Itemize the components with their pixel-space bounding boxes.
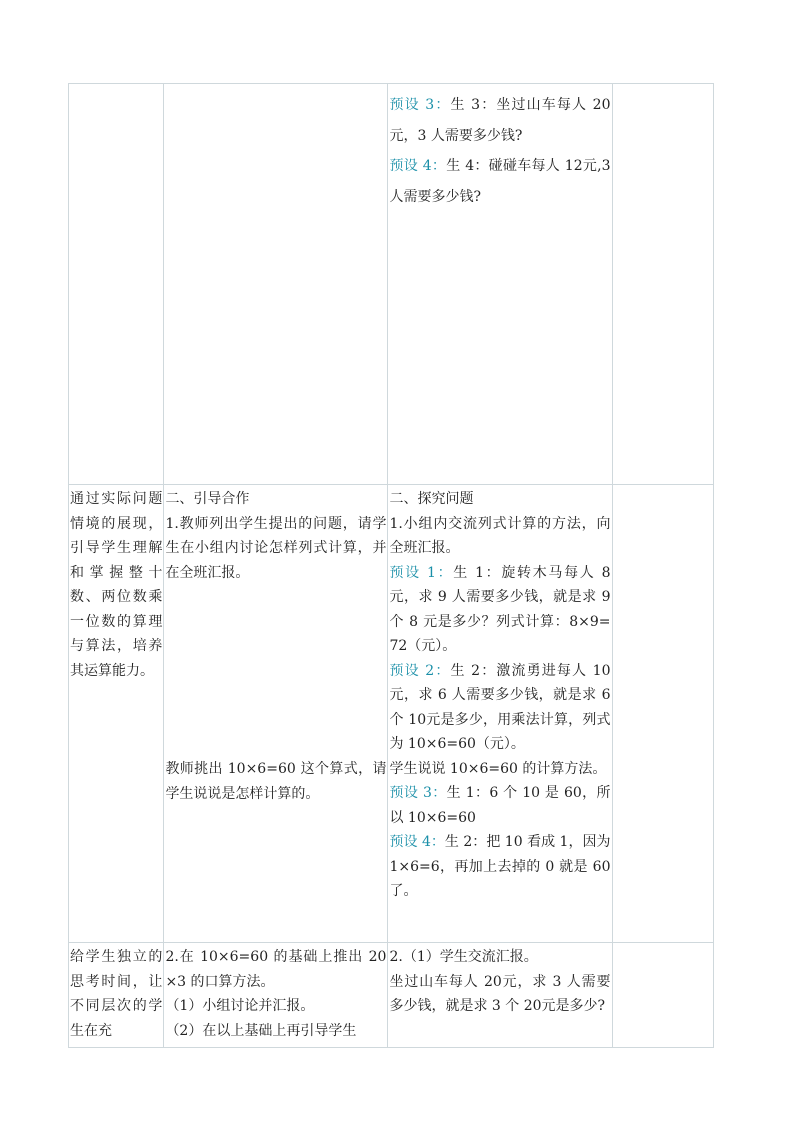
notes-cell [612,84,714,485]
section-heading: 二、引导合作 [165,491,250,507]
preset-label: 预设 2： [389,662,451,679]
preset-line [389,561,610,659]
preset-line [389,659,610,757]
student-step: 2.（1）学生交流汇报。 [389,949,538,965]
section-heading: 二、探究问题 [389,491,474,507]
preset-label: 预设 1： [389,564,454,581]
student-activity-cell [388,485,612,943]
table-row [69,943,714,1048]
teacher-step: （1）小组讨论并汇报。 [165,998,315,1014]
blank-space [165,585,386,757]
preset-text: 生 3：坐过山车每人 20元，3 人需要多少钱? [389,97,611,144]
notes-cell [612,485,714,943]
lesson-plan-table [68,83,714,1048]
preset-line [389,781,610,830]
teacher-activity-cell [164,943,388,1048]
student-activity-cell [388,943,612,1048]
student-step: 坐过山车每人 20元，求 3 人需要多少钱，就是求 3 个 20元是多少? [389,973,611,1014]
design-intent-text: 通过实际问题情境的展现，引导学生理解和掌握整十数、两位数乘一位数的算理与算法，培养其运算能力。 [70,491,163,679]
teacher-step: （2）在以上基础上再引导学生 [165,1022,357,1039]
table-row [69,84,714,485]
teacher-activity-cell [164,485,388,943]
preset-text: 生 2：激流勇进每人 10元，求 6 人需要多少钱，就是求 6 个 10元是多少，用乘法计算，列式为 10×6=60（元）。 [389,662,611,752]
teacher-step: 2.在 10×6=60 的基础上推出 20×3 的口算方法。 [165,949,387,990]
preset-line [389,830,610,904]
preset-text: 生 1：旋转木马每人 8 元，求 9 人需要多少钱，就是求 9 个 8 元是多少？列式计算：8×9=72（元）。 [389,564,611,654]
design-intent-cell [69,943,164,1048]
teacher-activity-cell [164,84,388,485]
preset-text: 生 1：6 个 10 是 60，所以 10×6=60 [389,785,611,826]
teacher-step: 1.教师列出学生提出的问题，请学生在小组内讨论怎样列式计算，并在全班汇报。 [165,515,387,581]
teacher-step: 教师挑出 10×6=60 这个算式，请学生说说是怎样计算的。 [165,761,387,802]
preset-text: 生 2：把 10 看成 1，因为 1×6=6，再加上去掉的 0 就是 60 了。 [389,834,611,899]
preset-label: 预设 3： [389,97,451,113]
preset-text: 生 4：碰碰车每人 12元,3人需要多少钱? [389,158,611,205]
student-activity-cell [388,84,612,485]
design-intent-cell [69,84,164,485]
preset-label: 预设 3： [389,785,447,801]
design-intent-text: 给学生独立的思考时间，让不同层次的学生在充 [70,949,163,1039]
notes-cell [612,943,714,1048]
preset-label: 预设 4： [389,834,445,850]
preset-line [389,151,610,212]
table-row [69,485,714,943]
design-intent-cell [69,485,164,943]
preset-line [389,90,610,151]
student-step: 1.小组内交流列式计算的方法，向全班汇报。 [389,515,611,556]
preset-label: 预设 4： [389,158,447,174]
student-step: 学生说说 10×6=60 的计算方法。 [389,760,607,777]
